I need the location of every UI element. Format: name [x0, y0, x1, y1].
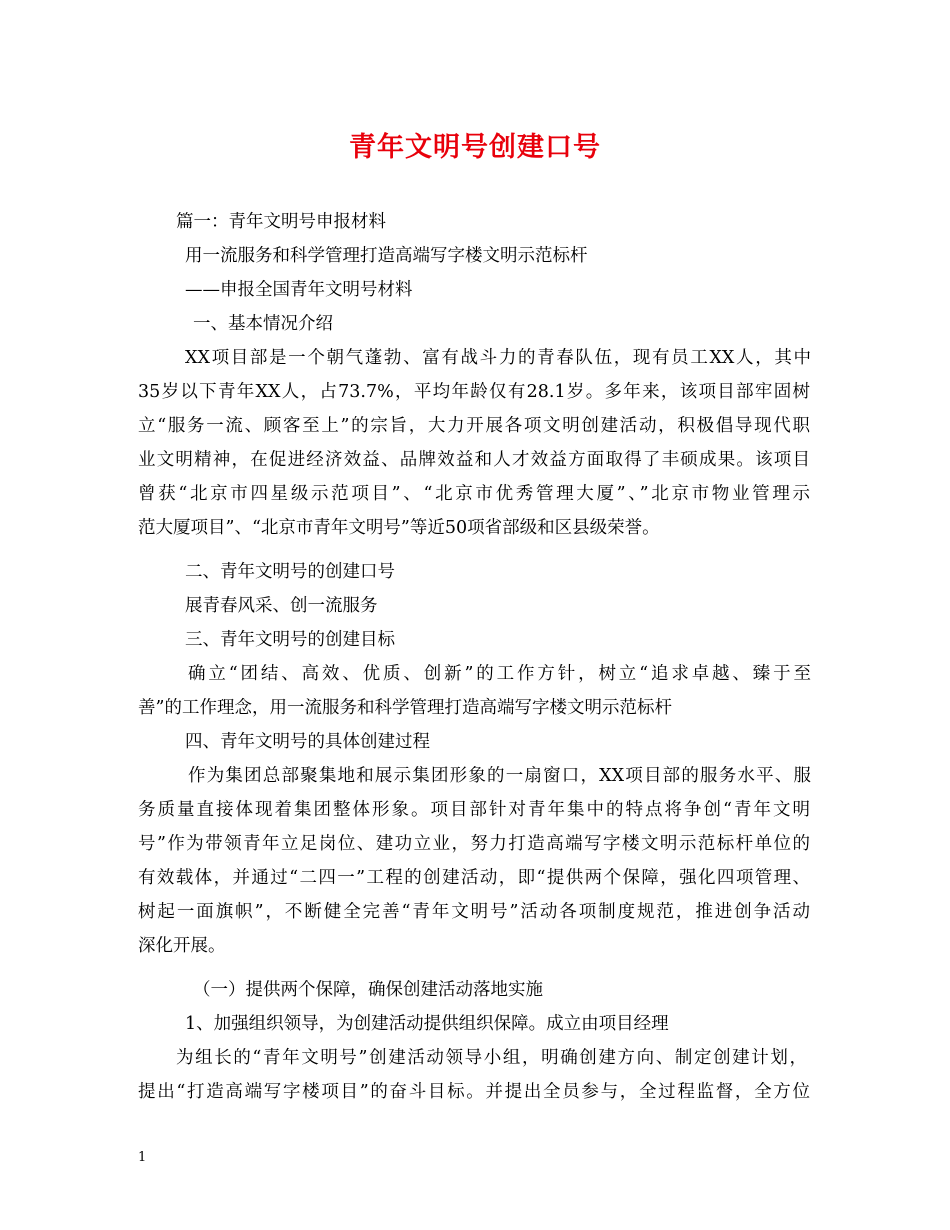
slogan-line: 展青春风采、创一流服务 [185, 596, 378, 616]
subtitle-line: 用一流服务和科学管理打造高端写字楼文明示范标杆 [185, 246, 588, 266]
paragraph-line: 树起一面旗帜”，不断健全完善“青年文明号”活动各项制度规范，推进创争活动 [138, 902, 810, 922]
section-heading: 一、基本情况介绍 [193, 314, 333, 334]
paragraph-line: 曾获“北京市四星级示范项目”、“北京市优秀管理大厦”、”北京市物业管理示 [138, 484, 810, 504]
subtitle-line: ——申报全国青年文明号材料 [185, 280, 413, 300]
paragraph-line: 业文明精神，在促进经济效益、品牌效益和人才效益方面取得了丰硕成果。该项目 [138, 450, 810, 470]
section-heading: 四、青年文明号的具体创建过程 [185, 732, 430, 752]
section-heading: 篇一：青年文明号申报材料 [176, 212, 386, 232]
paragraph-line: 务质量直接体现着集团整体形象。项目部针对青年集中的特点将争创“青年文明 [138, 800, 810, 820]
paragraph-line: 范大厦项目”、“北京市青年文明号”等近50项省部级和区县级荣誉。 [138, 518, 660, 538]
paragraph-line: 为组长的“青年文明号”创建活动领导小组，明确创建方向、制定创建计划， [176, 1048, 807, 1068]
paragraph-line: 1、加强组织领导，为创建活动提供组织保障。成立由项目经理 [185, 1014, 669, 1034]
section-heading: 三、青年文明号的创建目标 [185, 630, 395, 650]
paragraph-line: XX项目部是一个朝气蓬勃、富有战斗力的青春队伍，现有员工XX人，其中 [185, 348, 811, 368]
paragraph-line: 有效载体，并通过“二四一”工程的创建活动，即“提供两个保障，强化四项管理、 [138, 868, 810, 888]
section-heading: （一）提供两个保障，确保创建活动落地实施 [193, 980, 543, 1000]
paragraph-line: 深化开展。 [138, 936, 226, 956]
document-title: 青年文明号创建口号 [349, 132, 601, 163]
paragraph-line: 提出“打造高端写字楼项目”的奋斗目标。并提出全员参与，全过程监督，全方位 [138, 1082, 810, 1102]
section-heading: 二、青年文明号的创建口号 [185, 562, 395, 582]
paragraph-line: 确立“团结、高效、优质、创新”的工作方针，树立“追求卓越、臻于至 [188, 664, 811, 684]
paragraph-line: 善”的工作理念，用一流服务和科学管理打造高端写字楼文明示范标杆 [138, 698, 672, 718]
paragraph-line: 立“服务一流、顾客至上”的宗旨，大力开展各项文明创建活动，积极倡导现代职 [138, 416, 810, 436]
paragraph-line: 作为集团总部聚集地和展示集团形象的一扇窗口，XX项目部的服务水平、服 [188, 766, 811, 786]
paragraph-line: 35岁以下青年XX人，占73.7%，平均年龄仅有28.1岁。多年来，该项目部牢固树 [138, 382, 810, 402]
paragraph-line: 号”作为带领青年立足岗位、建功立业，努力打造高端写字楼文明示范标杆单位的 [138, 834, 810, 854]
page-number: 1 [138, 1150, 147, 1165]
